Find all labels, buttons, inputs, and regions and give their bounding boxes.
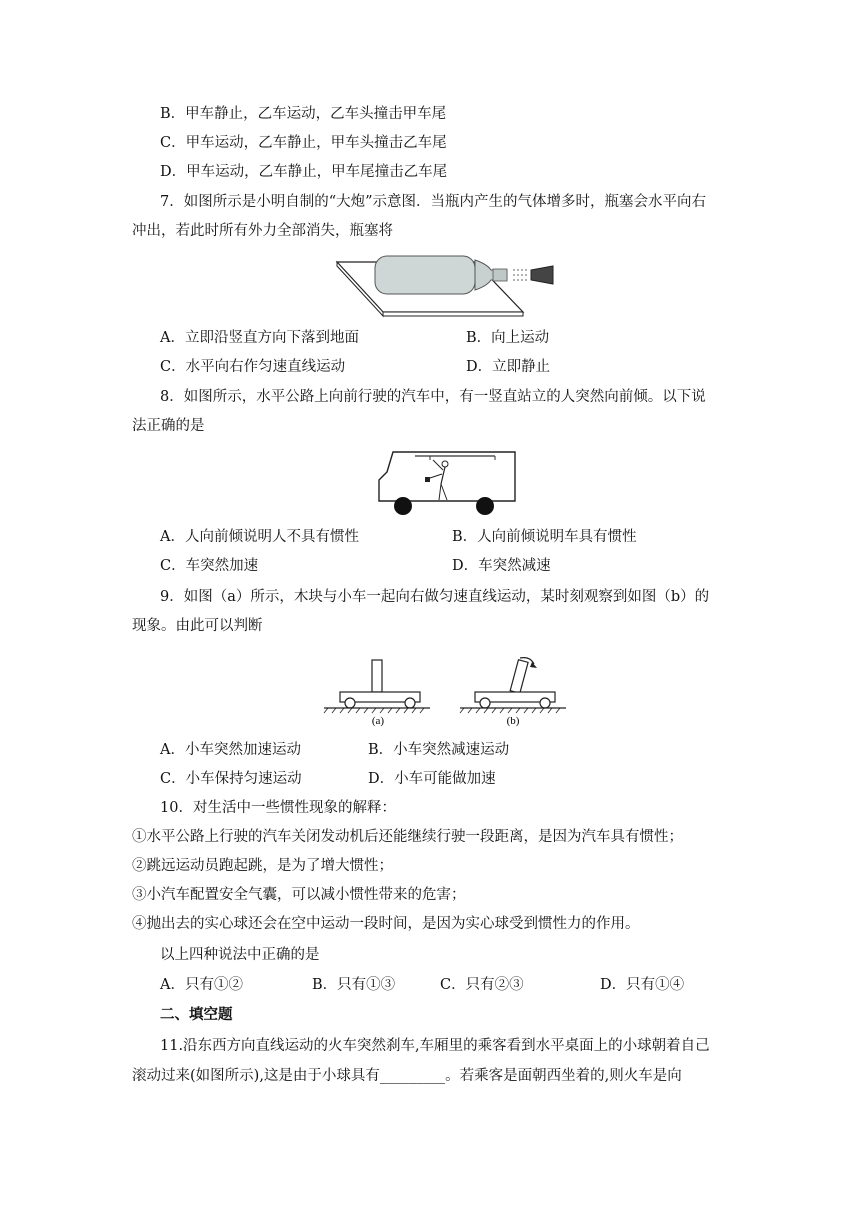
q7-stem-line1: 7．如图所示是小明自制的“大炮”示意图．当瓶内产生的气体增多时，瓶塞会水平向右 <box>160 194 707 210</box>
q7-stem-line2: 冲出，若此时所有外力全部消失，瓶塞将 <box>132 223 393 239</box>
q8-option-b: B．人向前倾说明车具有惯性 <box>452 529 637 545</box>
section-heading-fill-in: 二、填空题 <box>160 1006 233 1023</box>
q9-option-d: D．小车可能做加速 <box>368 771 496 787</box>
q10-statement-2: ②跳远运动员跑起跳，是为了增大惯性； <box>132 858 393 874</box>
q6-option-c: C．甲车运动，乙车静止，甲车头撞击乙车尾 <box>160 135 447 151</box>
q9-stem-line1: 9．如图（a）所示，木块与小车一起向右做匀速直线运动，某时刻观察到如图（b）的 <box>160 589 710 605</box>
cart-figure-a <box>324 660 430 713</box>
q6-option-b: B．甲车静止，乙车运动，乙车头撞击甲车尾 <box>160 106 447 122</box>
q8-option-d: D．车突然减速 <box>452 558 551 574</box>
q10-ask: 以上四种说法中正确的是 <box>160 947 320 963</box>
q10-option-a: A．只有①② <box>160 977 243 993</box>
q10-statement-1: ①水平公路上行驶的汽车关闭发动机后还能继续行驶一段距离，是因为汽车具有惯性； <box>132 829 683 845</box>
q7-option-a: A．立即沿竖直方向下落到地面 <box>160 330 359 346</box>
q7-option-d: D．立即静止 <box>466 359 551 375</box>
cart-block-figure <box>320 652 570 728</box>
q11-stem-line2: 滚动过来(如图所示),这是由于小球具有_________。若乘客是面朝西坐着的,则火车是向 <box>132 1068 682 1084</box>
q10-statement-4: ④抛出去的实心球还会在空中运动一段时间，是因为实心球受到惯性力的作用。 <box>132 916 640 932</box>
q7-option-c: C．水平向右作匀速直线运动 <box>160 359 346 375</box>
q11-stem-line1: 11.沿东西方向直线运动的火车突然刹车,车厢里的乘客看到水平桌面上的小球朝着自己 <box>160 1038 710 1054</box>
q10-option-c: C．只有②③ <box>440 977 524 993</box>
q6-option-d: D．甲车运动，乙车静止，甲车尾撞击乙车尾 <box>160 164 448 180</box>
q10-option-b: B．只有①③ <box>312 977 396 993</box>
cannon-bottle-figure <box>335 252 565 324</box>
q8-option-a: A．人向前倾说明人不具有惯性 <box>160 529 359 545</box>
q8-stem-line1: 8．如图所示，水平公路上向前行驶的汽车中，有一竖直站立的人突然向前倾。以下说 <box>160 389 706 405</box>
q10-statement-3: ③小汽车配置安全气囊，可以减小惯性带来的危害； <box>132 887 466 903</box>
q8-stem-line2: 法正确的是 <box>132 418 205 434</box>
cart-figure-b <box>460 658 566 713</box>
q10-option-d: D．只有①④ <box>600 977 685 993</box>
fig-label-b: (b) <box>506 715 520 727</box>
q9-option-a: A．小车突然加速运动 <box>160 742 301 758</box>
q9-stem-line2: 现象。由此可以判断 <box>132 618 263 634</box>
bus-passenger-figure <box>375 446 525 518</box>
q7-option-b: B．向上运动 <box>466 330 550 346</box>
q9-option-c: C．小车保持匀速运动 <box>160 771 302 787</box>
q8-option-c: C．车突然加速 <box>160 558 259 574</box>
q10-stem: 10．对生活中一些惯性现象的解释： <box>160 800 396 816</box>
q9-option-b: B．小车突然减速运动 <box>368 742 510 758</box>
fig-label-a: (a) <box>371 715 385 727</box>
